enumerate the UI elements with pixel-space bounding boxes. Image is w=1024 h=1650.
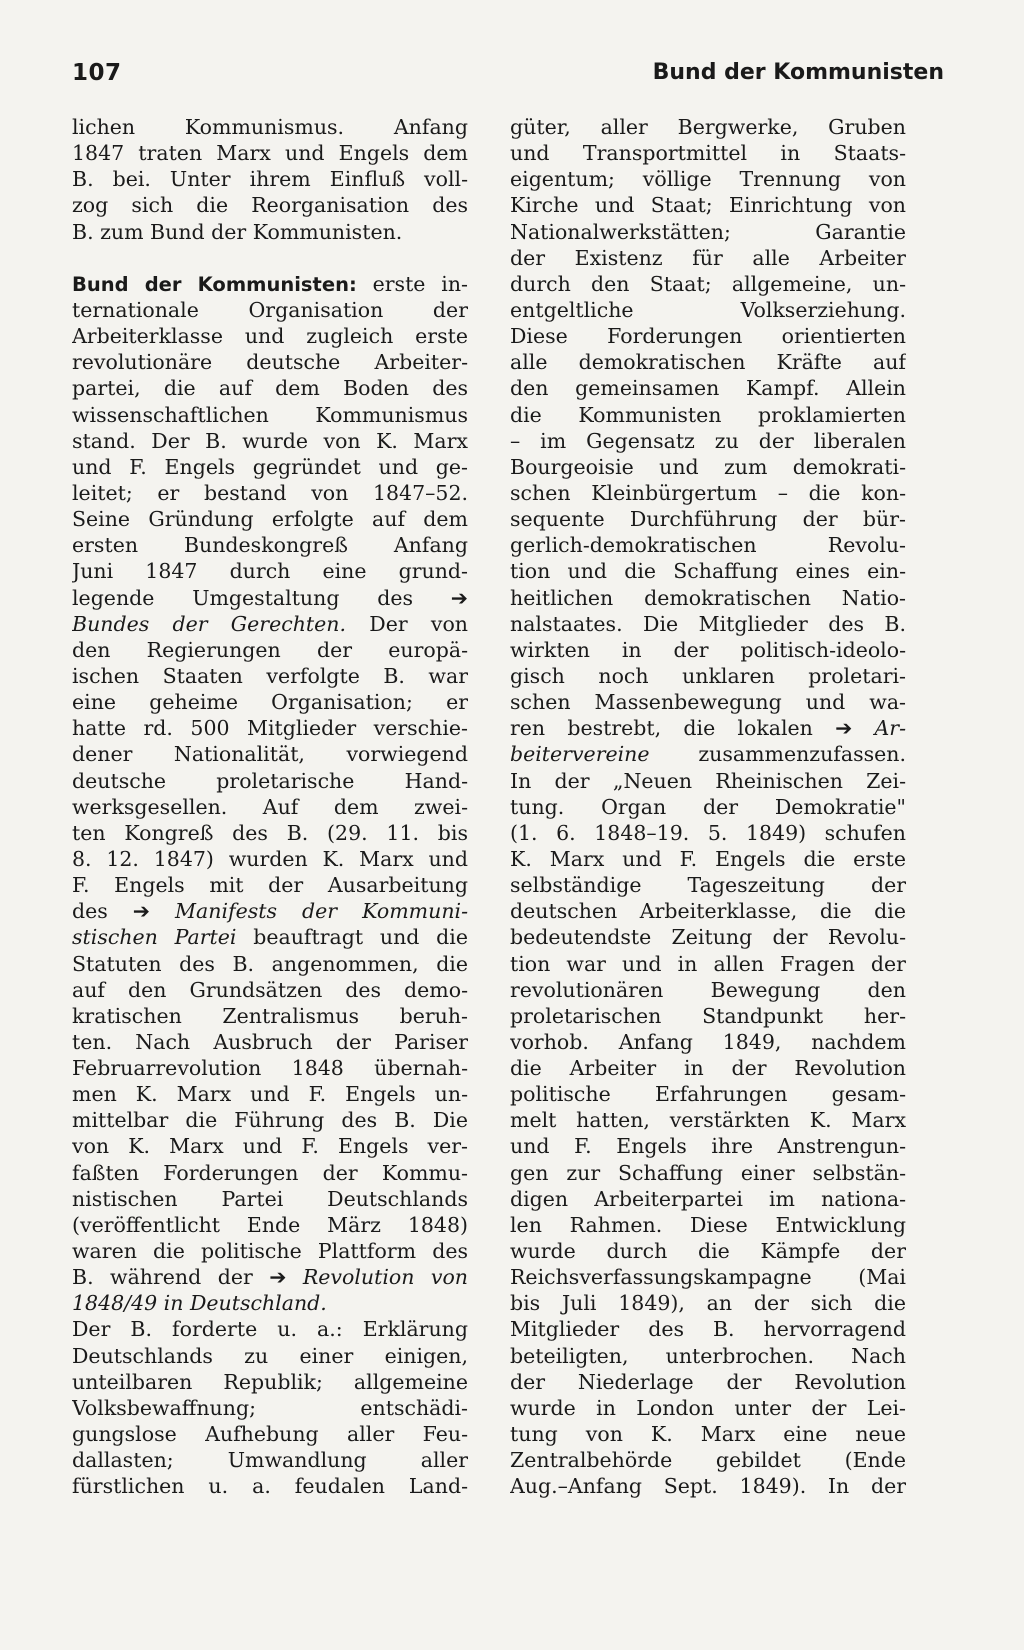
line-text: den Regierungen der europä- <box>72 637 468 662</box>
text-line <box>72 1264 468 1290</box>
line-text: beauftragt und die <box>236 925 468 950</box>
line-text: und F. Engels gegründet und ge- <box>72 454 468 479</box>
text-line <box>510 1160 906 1186</box>
line-text: dallasten; Umwandlung aller <box>72 1448 468 1473</box>
text-line <box>72 1290 468 1316</box>
line-text: eine geheime Organisation; er <box>72 690 468 715</box>
line-text: digen Arbeiterpartei im nationa- <box>510 1186 906 1211</box>
line-text: Mitglieder des B. hervorragend <box>510 1317 906 1342</box>
line-text: K. Marx und F. Engels die erste <box>510 846 906 871</box>
text-line <box>510 1343 906 1369</box>
text-line <box>510 1316 906 1342</box>
line-text: revolutionäre deutsche Arbeiter- <box>72 350 468 375</box>
text-line <box>510 951 906 977</box>
line-text: kratischen Zentralismus beruh- <box>72 1003 468 1028</box>
text-line <box>72 715 468 741</box>
text-line <box>510 1107 906 1133</box>
text-line <box>510 192 906 218</box>
text-line <box>510 768 906 794</box>
text-line <box>510 898 906 924</box>
line-text: güter, aller Bergwerke, Gruben <box>510 115 906 139</box>
running-head: Bund der Kommunisten <box>652 60 944 85</box>
line-text: die Arbeiter in der Revolution <box>510 1056 906 1081</box>
text-line <box>510 166 906 192</box>
text-line <box>72 741 468 767</box>
text-line <box>510 1133 906 1159</box>
line-text: – im Gegensatz zu der liberalen <box>510 428 906 453</box>
cross-reference: beitervereine <box>510 742 650 767</box>
text-line <box>72 1421 468 1447</box>
text-line <box>510 245 906 271</box>
line-text: (veröffentlicht Ende März 1848) <box>72 1212 468 1237</box>
text-line <box>510 454 906 480</box>
line-text: selbständige Tageszeitung der <box>510 873 906 898</box>
line-text: lichen Kommunismus. Anfang <box>72 115 468 139</box>
line-text: wurde in London unter der Lei- <box>510 1395 906 1420</box>
line-text: heitlichen demokratischen Natio- <box>510 585 906 610</box>
line-text: der Niederlage der Revolution <box>510 1369 906 1394</box>
left-text-column <box>72 114 468 1499</box>
line-text: beteiligten, unterbrochen. Nach <box>510 1343 906 1368</box>
text-line <box>72 140 468 166</box>
right-text-column <box>510 114 906 1499</box>
line-text: ischen Staaten verfolgte B. war <box>72 663 468 688</box>
line-text: nalstaates. Die Mitglieder des B. <box>510 611 906 636</box>
text-line <box>510 323 906 349</box>
text-line <box>72 846 468 872</box>
line-text: politische Erfahrungen gesam- <box>510 1082 906 1107</box>
line-text: Seine Gründung erfolgte auf dem <box>72 507 468 532</box>
text-line <box>72 297 468 323</box>
line-text: B. während der ➔ <box>72 1265 303 1290</box>
text-line <box>72 1369 468 1395</box>
line-text: tion und die Schaffung eines ein- <box>510 559 906 584</box>
line-text: ten Kongreß des B. (29. 11. bis <box>72 820 468 845</box>
text-line <box>72 480 468 506</box>
text-line <box>510 741 906 767</box>
line-text: und F. Engels ihre Anstrengun- <box>510 1134 906 1159</box>
line-text: gungslose Aufhebung aller Feu- <box>72 1422 468 1447</box>
line-text: durch den Staat; allgemeine, un- <box>510 271 906 296</box>
text-line <box>72 271 468 297</box>
text-line <box>72 349 468 375</box>
line-text: Juni 1847 durch eine grund- <box>72 559 468 584</box>
line-text: gisch noch unklaren proletari- <box>510 663 906 688</box>
text-line <box>72 872 468 898</box>
line-text: bis Juli 1849), an der sich die <box>510 1291 906 1316</box>
text-line <box>510 1421 906 1447</box>
text-line <box>510 663 906 689</box>
text-line <box>72 1029 468 1055</box>
line-text: schen Massenbewegung und wa- <box>510 690 906 715</box>
line-text: sequente Durchführung der bür- <box>510 507 906 532</box>
text-line <box>510 1369 906 1395</box>
text-line <box>72 1343 468 1369</box>
line-text: der Existenz für alle Arbeiter <box>510 245 906 270</box>
text-line <box>72 323 468 349</box>
line-text: gerlich-demokratischen Revolu- <box>510 533 906 558</box>
text-line <box>72 1395 468 1421</box>
text-line <box>72 192 468 218</box>
text-line <box>72 1133 468 1159</box>
cross-reference: Ar- <box>874 716 906 741</box>
text-line <box>510 480 906 506</box>
text-line <box>72 1081 468 1107</box>
text-line <box>510 1186 906 1212</box>
line-text: ten. Nach Ausbruch der Pariser <box>72 1029 468 1054</box>
text-line <box>510 1264 906 1290</box>
text-line <box>510 1029 906 1055</box>
text-line <box>72 114 468 140</box>
line-text: Diese Forderungen orientierten <box>510 324 906 349</box>
text-line <box>72 558 468 584</box>
text-line <box>72 402 468 428</box>
text-line <box>72 1473 468 1499</box>
text-line <box>510 820 906 846</box>
line-text: fürstlichen u. a. feudalen Land- <box>72 1474 468 1499</box>
text-line <box>510 558 906 584</box>
line-text: 1847 traten Marx und Engels dem <box>72 141 468 166</box>
line-text: werksgesellen. Auf dem zwei- <box>72 794 468 819</box>
text-line <box>510 219 906 245</box>
line-text: bedeutendste Zeitung der Revolu- <box>510 925 906 950</box>
text-line <box>510 532 906 558</box>
text-line <box>72 611 468 637</box>
line-text: partei, die auf dem Boden des <box>72 376 468 401</box>
text-line <box>72 898 468 924</box>
text-line <box>510 1055 906 1081</box>
text-line <box>510 402 906 428</box>
text-line <box>72 637 468 663</box>
line-text: Arbeiterklasse und zugleich erste <box>72 324 468 349</box>
line-text: deutsche proletarische Hand- <box>72 768 468 793</box>
text-line <box>72 951 468 977</box>
cross-reference: stischen Partei <box>72 925 237 950</box>
line-text: auf den Grundsätzen des demo- <box>72 977 468 1002</box>
line-text: nistischen Partei Deutschlands <box>72 1186 468 1211</box>
cross-reference: Bundes der Gerechten. <box>72 611 347 636</box>
text-line <box>72 768 468 794</box>
line-text: melt hatten, verstärkten K. Marx <box>510 1108 906 1133</box>
line-text: revolutionären Bewegung den <box>510 977 906 1002</box>
text-line <box>72 1055 468 1081</box>
lemma-heading: Bund der Kommunisten: <box>72 272 357 296</box>
text-line <box>72 1316 468 1342</box>
text-line <box>510 872 906 898</box>
line-text: deutschen Arbeiterklasse, die die <box>510 899 906 924</box>
text-line <box>72 794 468 820</box>
text-line <box>72 532 468 558</box>
text-line <box>72 1003 468 1029</box>
text-line <box>510 794 906 820</box>
line-text: zog sich die Reorganisation des <box>72 193 468 218</box>
line-text: Deutschlands zu einer einigen, <box>72 1343 468 1368</box>
line-text: men K. Marx und F. Engels un- <box>72 1082 468 1107</box>
line-text: die Kommunisten proklamierten <box>510 402 906 427</box>
line-text: wurde durch die Kämpfe der <box>510 1239 906 1264</box>
text-line <box>510 140 906 166</box>
cross-reference: 1848/49 in Deutschland. <box>72 1291 327 1316</box>
line-text: und Transportmittel in Staats- <box>510 141 906 166</box>
line-text: ren bestrebt, die lokalen ➔ <box>510 716 875 741</box>
text-line <box>72 820 468 846</box>
text-line <box>510 428 906 454</box>
text-line <box>510 1447 906 1473</box>
line-text: von K. Marx und F. Engels ver- <box>72 1134 468 1159</box>
text-line <box>72 454 468 480</box>
text-line <box>72 375 468 401</box>
text-line <box>510 1395 906 1421</box>
line-text: stand. Der B. wurde von K. Marx <box>72 428 468 453</box>
line-text: erste in- <box>356 271 468 296</box>
text-line <box>510 1003 906 1029</box>
line-text: entgeltliche Volkserziehung. <box>510 297 906 322</box>
line-text: proletarischen Standpunkt her- <box>510 1003 906 1028</box>
text-line <box>510 715 906 741</box>
text-line <box>72 1160 468 1186</box>
text-line <box>72 977 468 1003</box>
line-text: Februarrevolution 1848 übernah- <box>72 1056 468 1081</box>
line-text: dener Nationalität, vorwiegend <box>72 742 468 767</box>
line-text: alle demokratischen Kräfte auf <box>510 350 906 375</box>
text-line <box>510 1238 906 1264</box>
text-line <box>510 637 906 663</box>
line-text: Statuten des B. angenommen, die <box>72 951 468 976</box>
text-line <box>510 114 906 140</box>
text-line <box>510 1473 906 1499</box>
line-text: tung von K. Marx eine neue <box>510 1422 906 1447</box>
line-text: Der von <box>346 611 468 636</box>
line-text: len Rahmen. Diese Entwicklung <box>510 1212 906 1237</box>
line-text: 8. 12. 1847) wurden K. Marx und <box>72 846 468 871</box>
line-text: faßten Forderungen der Kommu- <box>72 1160 468 1185</box>
text-line <box>510 585 906 611</box>
cross-reference: Manifests der Kommuni- <box>175 899 468 924</box>
line-text: Aug.–Anfang Sept. 1849). In der <box>510 1474 906 1499</box>
line-text: tung. Organ der Demokratie" <box>510 794 906 819</box>
text-line <box>510 611 906 637</box>
line-text: Der B. forderte u. a.: Erklärung <box>72 1317 468 1342</box>
text-line <box>72 1107 468 1133</box>
text-line <box>510 506 906 532</box>
line-text: In der „Neuen Rheinischen Zei- <box>510 768 906 793</box>
line-text: Kirche und Staat; Einrichtung von <box>510 193 906 218</box>
text-line <box>72 428 468 454</box>
line-text: waren die politische Plattform des <box>72 1239 468 1264</box>
text-line <box>510 1081 906 1107</box>
line-text: wirkten in der politisch-ideolo- <box>510 637 906 662</box>
page-number: 107 <box>72 60 122 86</box>
line-text: ersten Bundeskongreß Anfang <box>72 533 468 558</box>
line-text: zusammenzufassen. <box>649 742 906 767</box>
line-text: legende Umgestaltung des ➔ <box>72 585 468 610</box>
text-line <box>510 375 906 401</box>
line-text: tion war und in allen Fragen der <box>510 951 906 976</box>
cross-reference: Revolution von <box>302 1265 468 1290</box>
text-line <box>510 1212 906 1238</box>
text-line <box>72 506 468 532</box>
text-line <box>72 1447 468 1473</box>
paragraph-gap <box>72 245 468 271</box>
text-line <box>72 663 468 689</box>
line-text: Nationalwerkstätten; Garantie <box>510 219 906 244</box>
text-line <box>72 1212 468 1238</box>
line-text: (1. 6. 1848–19. 5. 1849) schufen <box>510 820 906 845</box>
line-text: eigentum; völlige Trennung von <box>510 167 906 192</box>
text-line <box>72 1238 468 1264</box>
text-line <box>510 349 906 375</box>
line-text: F. Engels mit der Ausarbeitung <box>72 873 468 898</box>
text-line <box>72 1186 468 1212</box>
text-line <box>510 297 906 323</box>
text-line <box>72 924 468 950</box>
line-text: Zentralbehörde gebildet (Ende <box>510 1448 906 1473</box>
page-header <box>72 60 944 92</box>
line-text: hatte rd. 500 Mitglieder verschie- <box>72 716 468 741</box>
text-line <box>510 271 906 297</box>
line-text: B. zum Bund der Kommunisten. <box>72 219 403 244</box>
line-text: Reichsverfassungskampagne (Mai <box>510 1265 906 1290</box>
line-text: Bourgeoisie und zum demokrati- <box>510 454 906 479</box>
text-line <box>510 1290 906 1316</box>
line-text: schen Kleinbürgertum – die kon- <box>510 480 906 505</box>
text-line <box>510 977 906 1003</box>
line-text: B. bei. Unter ihrem Einfluß voll- <box>72 167 468 192</box>
text-line <box>510 924 906 950</box>
text-line <box>72 219 468 245</box>
line-text: leitet; er bestand von 1847–52. <box>72 480 468 505</box>
line-text: Volksbewaffnung; entschädi- <box>72 1395 468 1420</box>
line-text: unteilbaren Republik; allgemeine <box>72 1369 468 1394</box>
line-text: ternationale Organisation der <box>72 297 468 322</box>
line-text: des ➔ <box>72 899 176 924</box>
text-line <box>72 689 468 715</box>
line-text: mittelbar die Führung des B. Die <box>72 1108 468 1133</box>
text-line <box>510 846 906 872</box>
text-line <box>72 166 468 192</box>
line-text: gen zur Schaffung einer selbstän- <box>510 1160 906 1185</box>
text-line <box>510 689 906 715</box>
line-text: den gemeinsamen Kampf. Allein <box>510 376 906 401</box>
text-line <box>72 585 468 611</box>
line-text: vorhob. Anfang 1849, nachdem <box>510 1029 906 1054</box>
line-text: wissenschaftlichen Kommunismus <box>72 402 468 427</box>
